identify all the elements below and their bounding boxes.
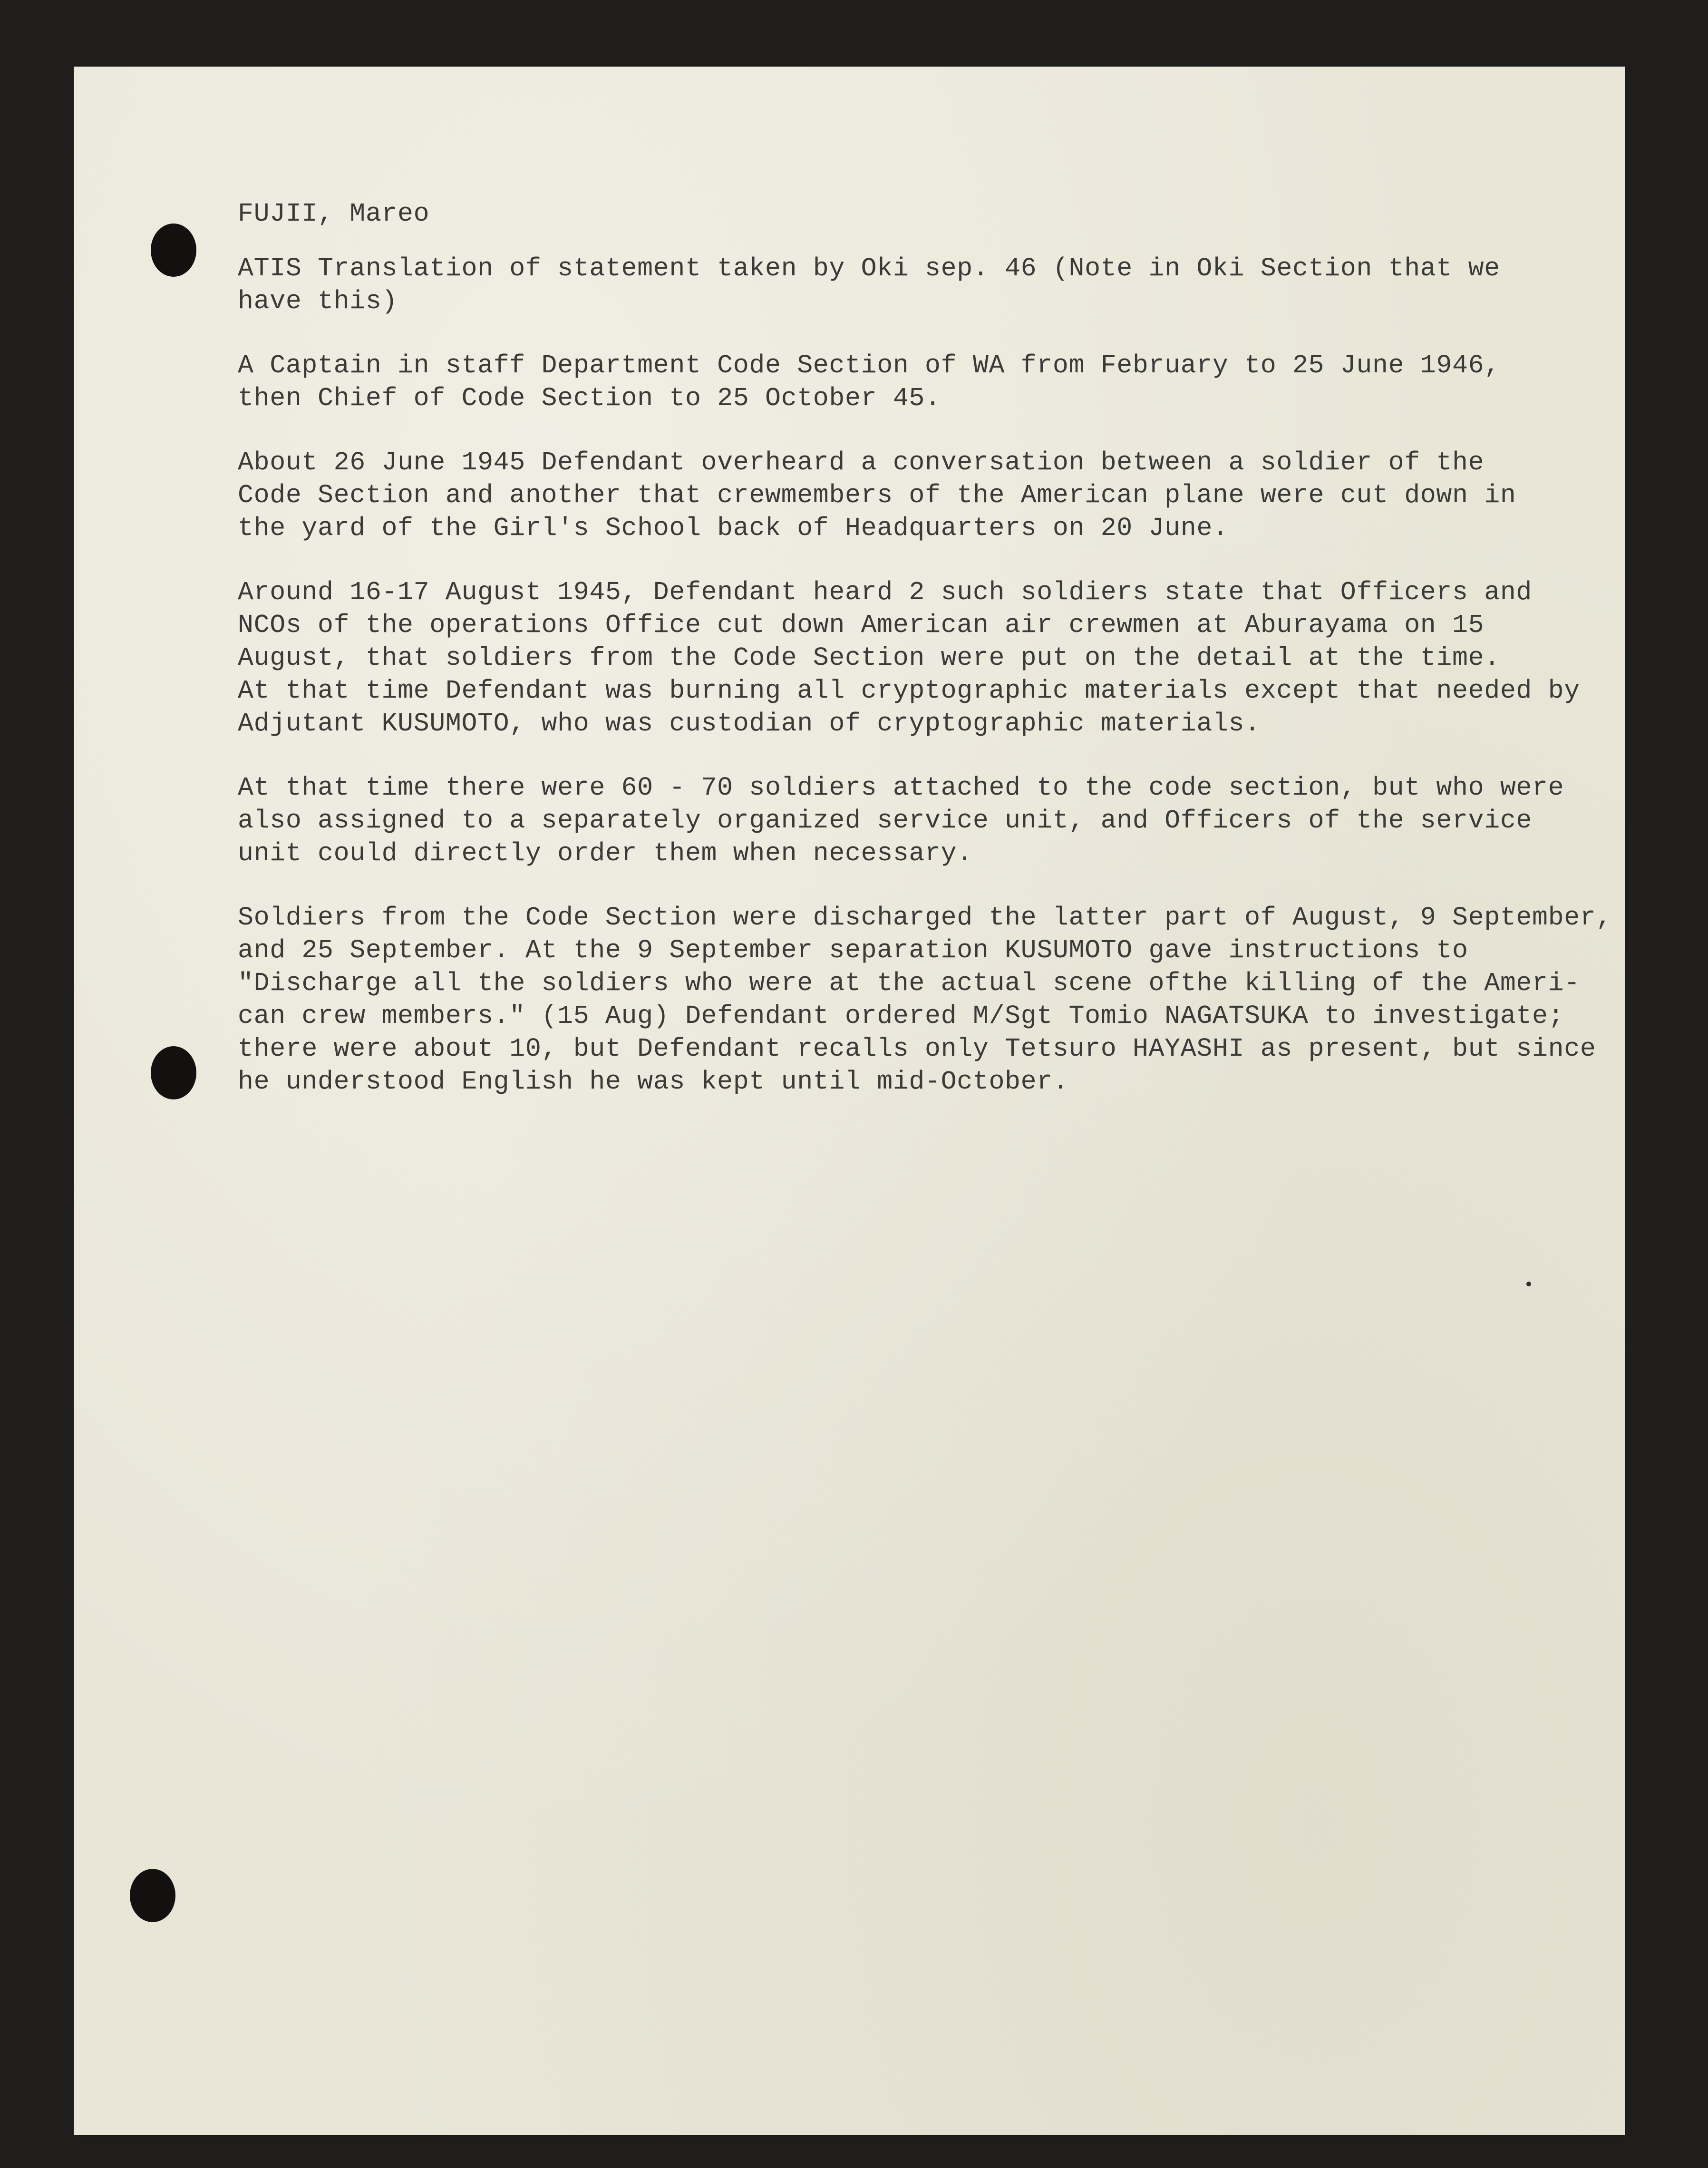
document-heading: FUJII, Mareo [238,199,430,229]
paragraph-august-incident: Around 16-17 August 1945, Defendant heard 2 such soldiers state that Officers and NCOs of the operations Office cut down American air crewmen at Aburayama on 15 August, that soldiers from the Code Section were put on the detail at the time. At that time Defendant was burning all cryptographic materials except that needed by Adjutant KUSUMOTO, who was custodian of cryptographic materials. [238,577,1580,739]
paragraph-soldiers-attached: At that time there were 60 - 70 soldiers attached to the code section, but who were also assigned to a separately organized service unit, and Officers of the service unit could directly order them when necessary. [238,773,1564,868]
document-body [238,197,1617,1129]
paragraph-source-note: ATIS Translation of statement taken by Oki sep. 46 (Note in Oki Section that we have this) [238,253,1500,316]
paragraph-rank: A Captain in staff Department Code Section of WA from February to 25 June 1946, then Chief of Code Section to 25 October 45. [238,350,1500,413]
punch-hole [151,224,196,277]
paper-speck [1526,1282,1531,1286]
punch-hole [130,1869,175,1922]
paragraph-discharge: Soldiers from the Code Section were discharged the latter part of August, 9 September, and 25 September. At the 9 September separation KUSUMOTO gave instructions to "Discharge all the soldiers who were at the actual scene ofthe killing of the Ameri- can crew members." (15 Aug) Defendant ordered M/Sgt Tomio NAGATSUKA to investigate; there were about 10, but Defendant recalls only Tetsuro HAYASHI as present, but since he understood English he was kept until mid-October. [238,903,1612,1097]
document-page [74,67,1625,2135]
punch-hole [151,1046,196,1099]
paragraph-june-incident: About 26 June 1945 Defendant overheard a conversation between a soldier of the Code Section and another that crewmembers of the American plane were cut down in the yard of the Girl's School back of Headquarters on 20 June. [238,447,1516,543]
